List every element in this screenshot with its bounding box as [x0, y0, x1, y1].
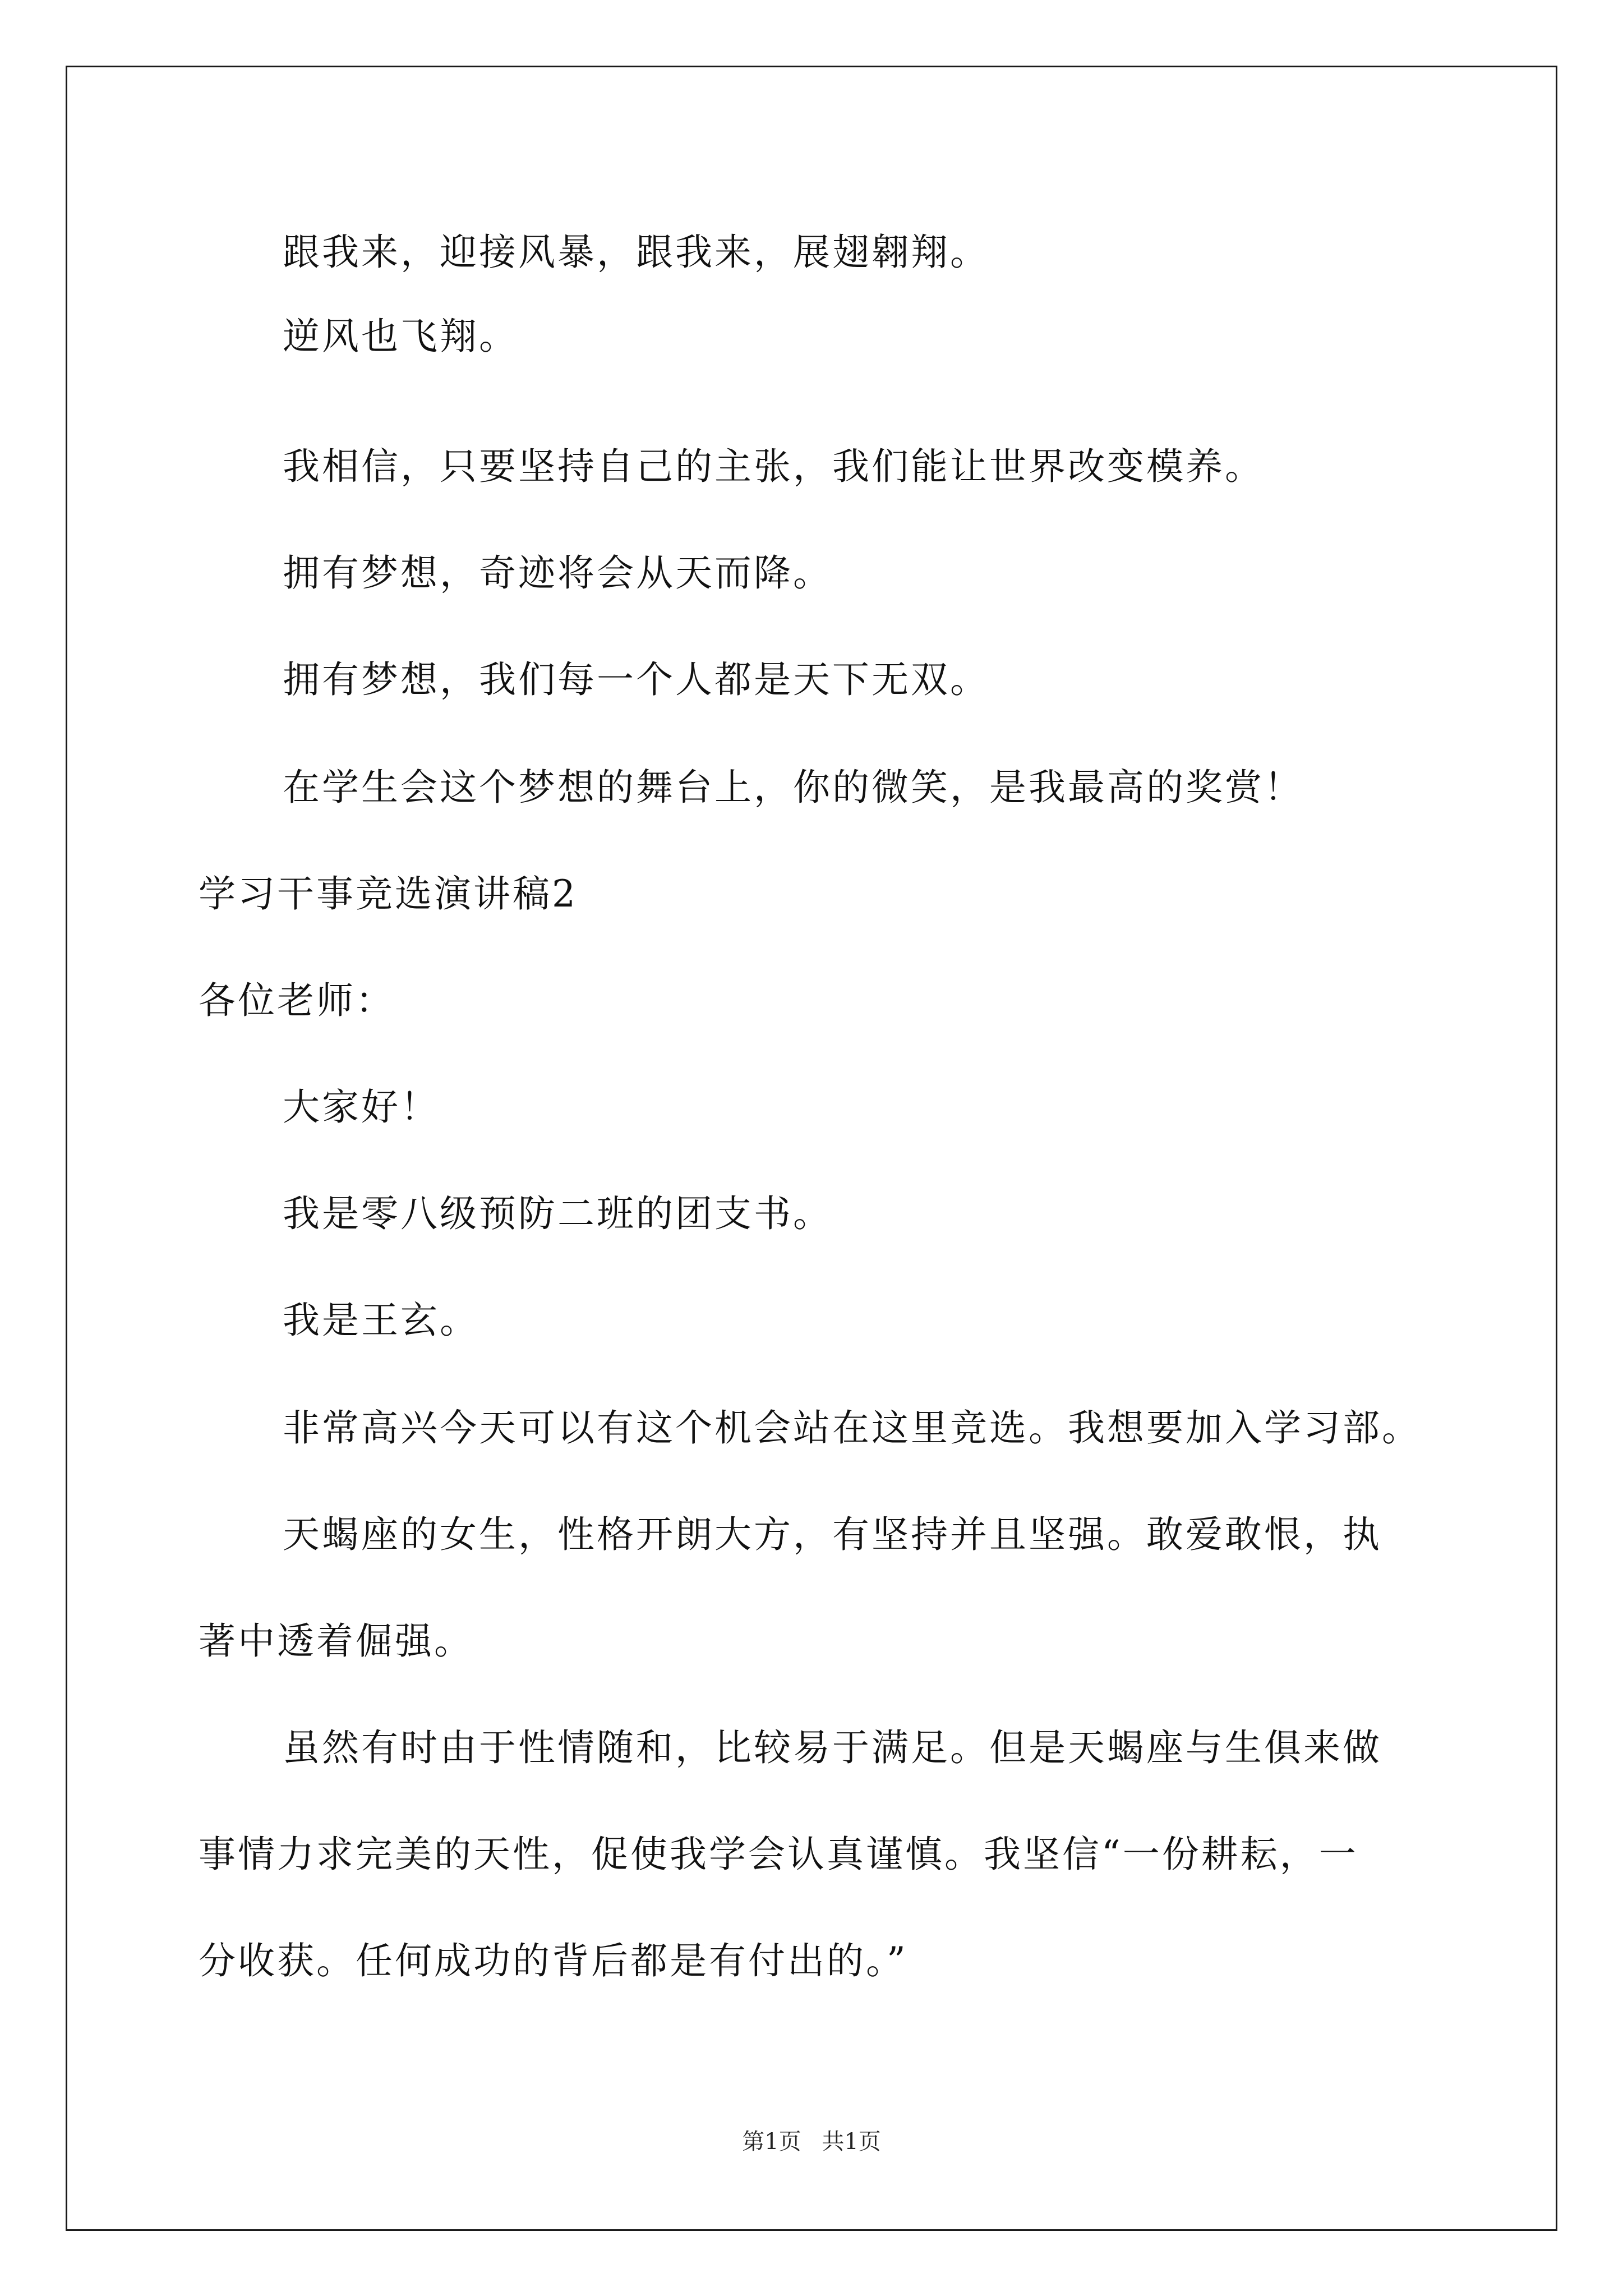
paragraph: 虽然有时由于性情随和，比较易于满足。但是天蝎座与生俱来做 — [283, 1726, 1382, 1769]
paragraph: 在学生会这个梦想的舞台上，你的微笑，是我最高的奖赏！ — [283, 766, 1303, 809]
paragraph: 我是王玄。 — [283, 1299, 479, 1342]
page-number: 第1页 — [742, 2129, 801, 2155]
paragraph: 大家好！ — [283, 1085, 440, 1129]
page-count: 共1页 — [822, 2129, 881, 2155]
paragraph: 拥有梦想，奇迹将会从天而降。 — [283, 551, 832, 595]
paragraph-continuation: 分收获。任何成功的背后都是有付出的。” — [199, 1939, 908, 1982]
page-border — [66, 66, 1557, 2231]
paragraph: 逆风也飞翔。 — [283, 315, 518, 358]
paragraph: 拥有梦想，我们每一个人都是天下无双。 — [283, 658, 989, 701]
paragraph-continuation: 事情力求完美的天性，促使我学会认真谨慎。我坚信“一份耕耘，一 — [199, 1833, 1358, 1876]
paragraph: 跟我来，迎接风暴，跟我来，展翅翱翔。 — [283, 231, 989, 274]
section-heading: 学习干事竞选演讲稿2 — [199, 872, 578, 915]
paragraph: 我是零八级预防二班的团支书。 — [283, 1192, 832, 1235]
paragraph-continuation: 著中透着倔强。 — [199, 1619, 473, 1663]
paragraph: 天蝎座的女生，性格开朗大方，有坚持并且坚强。敢爱敢恨，执 — [283, 1513, 1382, 1556]
paragraph: 我相信，只要坚持自己的主张，我们能让世界改变模养。 — [283, 445, 1264, 488]
paragraph: 非常高兴今天可以有这个机会站在这里竞选。我想要加入学习部。 — [283, 1406, 1421, 1450]
salutation: 各位老师： — [199, 979, 395, 1022]
page-footer — [0, 2128, 1623, 2156]
